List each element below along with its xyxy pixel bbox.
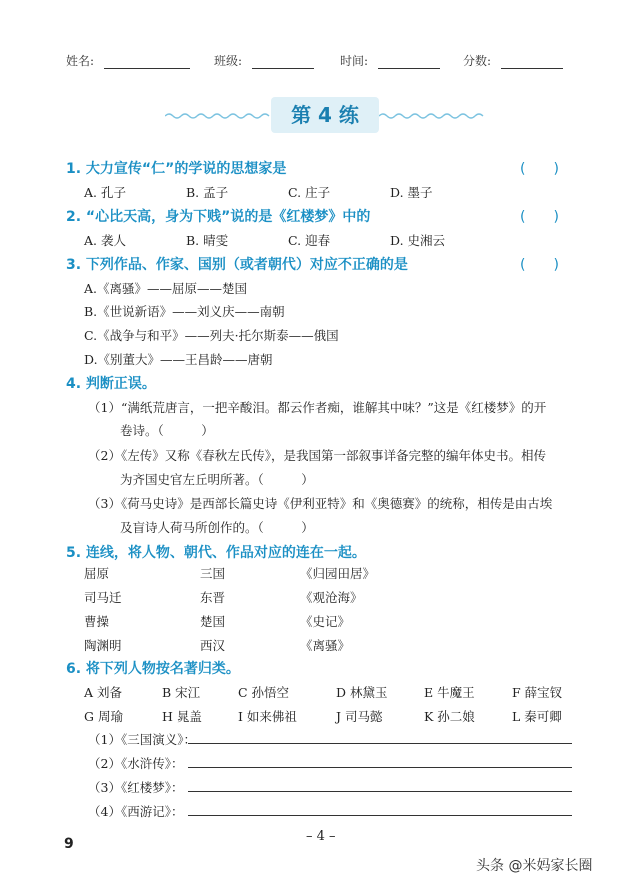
score-field bbox=[463, 52, 563, 69]
q5-dynasty[interactable]: 东晋 bbox=[200, 590, 226, 605]
q6-character: J 司马懿 bbox=[336, 709, 383, 724]
score-blank[interactable] bbox=[501, 56, 563, 69]
class-label: 班级: bbox=[214, 54, 243, 68]
q6-book-label: （4）《西游记》： bbox=[88, 804, 184, 819]
question-3-heading: 3. 下列作品、作家、国别（或者朝代）对应不正确的是 bbox=[66, 257, 408, 273]
q6-answer-line[interactable] bbox=[188, 766, 572, 768]
q2-option-a[interactable]: A. 袭人 bbox=[84, 233, 126, 248]
q4-statement-1-answer[interactable]: 卷诗。（ ） bbox=[120, 423, 214, 438]
q1-option-b[interactable]: B. 孟子 bbox=[186, 185, 229, 200]
q5-person[interactable]: 陶渊明 bbox=[84, 638, 122, 653]
watermark-logo: 头条 @米妈家长圈 bbox=[476, 858, 593, 874]
q5-dynasty[interactable]: 西汉 bbox=[200, 638, 226, 653]
q2-option-d[interactable]: D. 史湘云 bbox=[390, 233, 446, 248]
q5-dynasty[interactable]: 楚国 bbox=[200, 614, 226, 629]
q6-character: E 牛魔王 bbox=[424, 685, 475, 700]
q1-option-d[interactable]: D. 墨子 bbox=[390, 185, 433, 200]
q2-option-c[interactable]: C. 迎春 bbox=[288, 233, 331, 248]
q3-option-d[interactable]: D.《别董大》——王昌龄——唐朝 bbox=[84, 352, 273, 367]
class-field bbox=[214, 52, 314, 69]
q3-option-a[interactable]: A.《离骚》——屈原——楚国 bbox=[84, 281, 248, 296]
title-banner bbox=[165, 97, 485, 135]
q6-book-label: （3）《红楼梦》： bbox=[88, 780, 184, 795]
page-title: 第 4 练 bbox=[271, 97, 379, 133]
q6-character: B 宋江 bbox=[162, 685, 201, 700]
q5-work[interactable]: 《离骚》 bbox=[300, 638, 351, 653]
question-1-answer-paren[interactable]: ( ) bbox=[520, 161, 559, 177]
q5-dynasty[interactable]: 三国 bbox=[200, 566, 226, 581]
class-blank[interactable] bbox=[252, 56, 314, 69]
q6-character: D 林黛玉 bbox=[336, 685, 388, 700]
time-blank[interactable] bbox=[378, 56, 440, 69]
q6-character: G 周瑜 bbox=[84, 709, 123, 724]
q6-answer-line[interactable] bbox=[188, 742, 572, 744]
q4-statement-1: （1）“满纸荒唐言，一把辛酸泪。都云作者痴，谁解其中味？”这是《红楼梦》的开 bbox=[88, 400, 547, 415]
corner-number: 9 bbox=[64, 836, 74, 852]
q6-character: H 晁盖 bbox=[162, 709, 202, 724]
q6-book-label: （2）《水浒传》： bbox=[88, 756, 184, 771]
q5-work[interactable]: 《史记》 bbox=[300, 614, 351, 629]
score-label: 分数: bbox=[463, 54, 492, 68]
q6-answer-line[interactable] bbox=[188, 814, 572, 816]
q4-statement-2: （2）《左传》又称《春秋左氏传》，是我国第一部叙事详备完整的编年体史书。相传 bbox=[88, 448, 546, 463]
q4-statement-3: （3）《荷马史诗》是西部长篇史诗《伊利亚特》和《奥德赛》的统称，相传是由古埃 bbox=[88, 496, 553, 511]
page-number: – 4 – bbox=[306, 829, 336, 844]
q6-character: F 薛宝钗 bbox=[512, 685, 563, 700]
q5-person[interactable]: 司马迁 bbox=[84, 590, 122, 605]
q6-answer-line[interactable] bbox=[188, 790, 572, 792]
q1-option-c[interactable]: C. 庄子 bbox=[288, 185, 331, 200]
q6-character: A 刘备 bbox=[84, 685, 123, 700]
question-6-heading: 6. 将下列人物按名著归类。 bbox=[66, 661, 240, 677]
question-1-heading: 1. 大力宣传“仁”的学说的思想家是 bbox=[66, 161, 287, 177]
q3-option-b[interactable]: B.《世说新语》——刘义庆——南朝 bbox=[84, 304, 285, 319]
q5-work[interactable]: 《观沧海》 bbox=[300, 590, 363, 605]
q5-person[interactable]: 屈原 bbox=[84, 566, 110, 581]
q4-statement-2-answer[interactable]: 为齐国史官左丘明所著。（ ） bbox=[120, 472, 314, 487]
question-2-answer-paren[interactable]: ( ) bbox=[520, 209, 559, 225]
q6-character: I 如来佛祖 bbox=[238, 709, 297, 724]
q1-option-a[interactable]: A. 孔子 bbox=[84, 185, 126, 200]
name-blank[interactable] bbox=[104, 56, 190, 69]
q4-statement-3-answer[interactable]: 及盲诗人荷马所创作的。（ ） bbox=[120, 520, 314, 535]
question-3-answer-paren[interactable]: ( ) bbox=[520, 257, 559, 273]
q6-character: K 孙二娘 bbox=[424, 709, 475, 724]
name-label: 姓名: bbox=[66, 54, 95, 68]
q5-person[interactable]: 曹操 bbox=[84, 614, 110, 629]
time-label: 时间: bbox=[340, 54, 369, 68]
q3-option-c[interactable]: C.《战争与和平》——列夫·托尔斯泰——俄国 bbox=[84, 328, 339, 343]
question-2-heading: 2. “心比天高，身为下贱”说的是《红楼梦》中的 bbox=[66, 209, 371, 225]
q6-character: C 孙悟空 bbox=[238, 685, 290, 700]
q5-work[interactable]: 《归园田居》 bbox=[300, 566, 376, 581]
time-field bbox=[340, 52, 440, 69]
q2-option-b[interactable]: B. 晴雯 bbox=[186, 233, 229, 248]
q6-character: L 秦可卿 bbox=[512, 709, 562, 724]
question-4-heading: 4. 判断正误。 bbox=[66, 376, 156, 392]
name-field bbox=[66, 52, 190, 69]
q6-book-label: （1）《三国演义》： bbox=[88, 732, 196, 747]
question-5-heading: 5. 连线，将人物、朝代、作品对应的连在一起。 bbox=[66, 545, 366, 561]
